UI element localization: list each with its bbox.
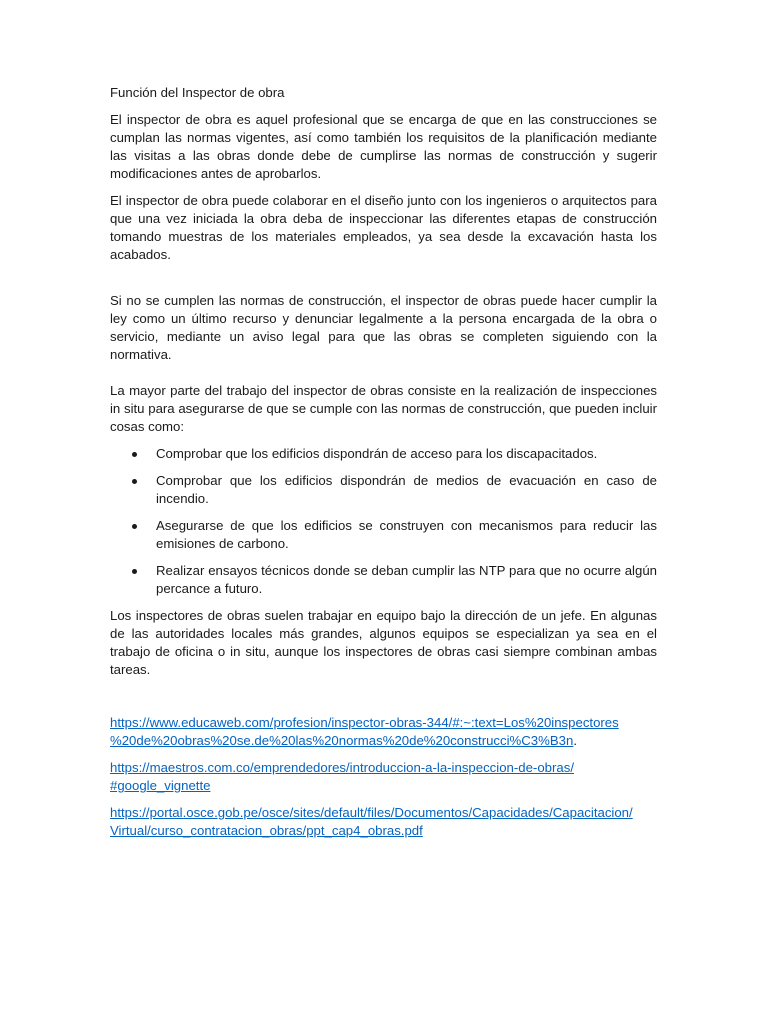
paragraph-collaboration: El inspector de obra puede colaborar en el diseño junto con los ingenieros o arquitectos para que una vez iniciada la obra deba de inspeccionar las diferentes etapas de construcción tomando muestras de los materiales empleados, ya sea desde la excavación hasta los acabados. [110, 193, 657, 262]
reference-link-educaweb[interactable] [110, 715, 619, 748]
link-line: https://maestros.com.co/emprendedores/introduccion-a-la-inspeccion-de-obras/ [110, 760, 574, 775]
inspection-bullet-list [110, 445, 657, 598]
bullet-item [110, 562, 657, 598]
paragraph-closing: Los inspectores de obras suelen trabajar en equipo bajo la dirección de un jefe. En algunas de las autoridades locales más grandes, algunos equipos se especializan ya sea en el trabajo de oficina o in situ, aunque los inspectores de obras casi siempre combinan ambas tareas. [110, 608, 657, 677]
link-line: %20de%20obras%20se.de%20las%20normas%20de%20construcci%C3%B3n [110, 733, 574, 748]
document-page [110, 84, 657, 849]
reference-link-maestros-paragraph [110, 759, 657, 795]
paragraph-inspections-intro: La mayor parte del trabajo del inspector de obras consiste en la realización de inspecciones in situ para asegurarse de que se cumple con las normas de construcción, que pueden incluir cosas como: [110, 383, 657, 434]
bullet-item [110, 517, 657, 553]
link-line: Virtual/curso_contratacion_obras/ppt_cap4_obras.pdf [110, 823, 423, 838]
bullet-text: Comprobar que los edificios dispondrán de medios de evacuación en caso de incendio. [156, 473, 657, 506]
paragraph-definition: El inspector de obra es aquel profesional que se encarga de que en las construcciones se cumplan las normas vigentes, así como también los requisitos de la planificación mediante las visitas a las obras donde debe de cumplirse las normas de construcción y sugerir modificaciones antes de aprobarlos. [110, 112, 657, 181]
bullet-dot-icon [132, 569, 137, 574]
paragraph-enforcement: Si no se cumplen las normas de construcción, el inspector de obras puede hacer cumplir la ley como un último recurso y denunciar legalmente a la persona encargada de la obra o servicio, mediante un aviso legal para que las obras se completen siguiendo con la normativa. [110, 293, 657, 362]
link-line: #google_vignette [110, 778, 211, 793]
link-line: https://portal.osce.gob.pe/osce/sites/default/files/Documentos/Capacidades/Capacitacion/ [110, 805, 633, 820]
link-suffix: . [573, 733, 577, 748]
reference-link-osce-paragraph [110, 804, 657, 840]
bullet-text: Realizar ensayos técnicos donde se deban cumplir las NTP para que no ocurre algún percance a futuro. [156, 563, 657, 596]
reference-link-osce[interactable] [110, 805, 633, 838]
bullet-dot-icon [132, 479, 137, 484]
reference-link-educaweb-paragraph [110, 714, 657, 750]
bullet-text: Comprobar que los edificios dispondrán de acceso para los discapacitados. [156, 446, 598, 461]
bullet-text: Asegurarse de que los edificios se construyen con mecanismos para reducir las emisiones de carbono. [156, 518, 657, 551]
reference-links [110, 714, 657, 840]
bullet-item [110, 445, 657, 463]
reference-link-maestros[interactable] [110, 760, 574, 793]
document-title: Función del Inspector de obra [110, 85, 285, 100]
bullet-dot-icon [132, 524, 137, 529]
bullet-dot-icon [132, 452, 137, 457]
link-line: https://www.educaweb.com/profesion/inspector-obras-344/#:~:text=Los%20inspectores [110, 715, 619, 730]
bullet-item [110, 472, 657, 508]
